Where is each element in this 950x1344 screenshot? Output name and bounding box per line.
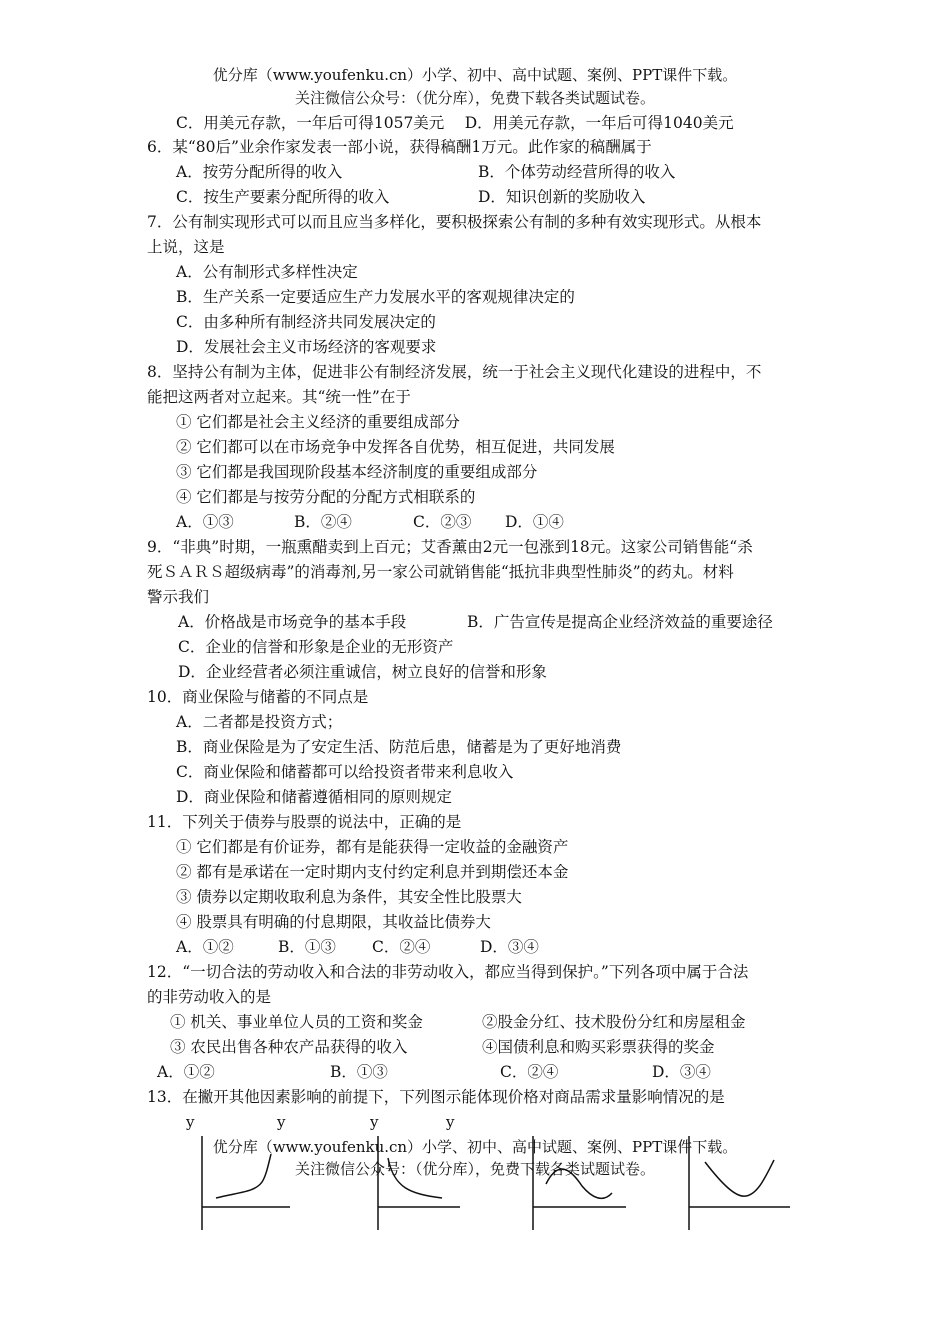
q13-stem: 13．在撇开其他因素影响的前提下，下列图示能体现价格对商品需求量影响情况的是 xyxy=(147,1088,725,1106)
q11-option-c: C．②④ xyxy=(372,938,431,956)
q12-stem-2: 的非劳动收入的是 xyxy=(147,988,272,1006)
q8-stem-1: 8．坚持公有制为主体，促进非公有制经济发展，统一于社会主义现代化建设的进程中，不 xyxy=(147,363,762,381)
q12-stem-1: 12．“一切合法的劳动收入和合法的非劳动收入，都应当得到保护。”下列各项中属于合法 xyxy=(147,963,749,981)
header-line-1: 优分库（www.youfenku.cn）小学、初中、高中试题、案例、PPT课件下载。 xyxy=(212,66,738,84)
footer-line-1: 优分库（www.youfenku.cn）小学、初中、高中试题、案例、PPT课件下载。 xyxy=(212,1138,738,1156)
q7-option-a: A．公有制形式多样性决定 xyxy=(176,263,358,281)
q6-option-d: D．知识创新的奖励收入 xyxy=(478,188,646,206)
q8-option-b: B．②④ xyxy=(294,513,352,531)
q12-option-b: B．①③ xyxy=(330,1063,388,1081)
q11-option-b: B．①③ xyxy=(278,938,336,956)
q10-option-a: A．二者都是投资方式； xyxy=(176,713,343,731)
q11-option-d: D．③④ xyxy=(480,938,539,956)
q12-option-c: C．②④ xyxy=(500,1063,559,1081)
q12-option-a: A．①② xyxy=(157,1063,215,1081)
footer-line-2: 关注微信公众号：（优分库），免费下载各类试题试卷。 xyxy=(294,1160,655,1178)
q11-statement-3: ③ 债券以定期收取利息为条件，其安全性比股票大 xyxy=(176,888,522,906)
q9-option-d: D．企业经营者必须注重诚信，树立良好的信誉和形象 xyxy=(178,663,547,681)
graph-3-y-label: y xyxy=(370,1113,379,1131)
q11-stem: 11．下列关于债券与股票的说法中，正确的是 xyxy=(147,813,462,831)
q11-statement-1: ① 它们都是有价证券，都有是能获得一定收益的金融资产 xyxy=(176,838,569,856)
q9-stem-1: 9．“非典”时期，一瓶熏醋卖到上百元；艾香薰由2元一包涨到18元。这家公司销售能“杀 xyxy=(147,538,753,556)
q8-option-a: A．①③ xyxy=(176,513,234,531)
q11-option-a: A．①② xyxy=(176,938,234,956)
q9-option-c: C．企业的信誉和形象是企业的无形资产 xyxy=(178,638,454,656)
q9-stem-3: 警示我们 xyxy=(147,588,210,606)
q8-stem-2: 能把这两者对立起来。其“统一性”在于 xyxy=(147,388,411,406)
graph-2-y-label: y xyxy=(277,1113,286,1131)
q7-option-d: D．发展社会主义市场经济的客观要求 xyxy=(176,338,437,356)
q6-option-a: A．按劳分配所得的收入 xyxy=(176,163,343,181)
q8-option-c: C．②③ xyxy=(413,513,472,531)
q8-option-d: D．①④ xyxy=(505,513,564,531)
header-line-2: 关注微信公众号：（优分库），免费下载各类试题试卷。 xyxy=(294,89,655,107)
q12-statement-1: ① 机关、事业单位人员的工资和奖金 xyxy=(170,1013,423,1031)
q8-statement-4: ④ 它们都是与按劳分配的分配方式相联系的 xyxy=(176,488,476,506)
graph-4-y-label: y xyxy=(446,1113,455,1131)
q9-option-b: B．广告宣传是提高企业经济效益的重要途径 xyxy=(467,613,773,631)
q12-statement-3: ③ 农民出售各种农产品获得的收入 xyxy=(170,1038,408,1056)
q8-statement-3: ③ 它们都是我国现阶段基本经济制度的重要组成部分 xyxy=(176,463,538,481)
q11-statement-4: ④ 股票具有明确的付息期限，其收益比债券大 xyxy=(176,913,491,931)
q12-statement-4: ④国债利息和购买彩票获得的奖金 xyxy=(482,1038,715,1056)
q9-option-a: A．价格战是市场竞争的基本手段 xyxy=(178,613,407,631)
q11-statement-2: ② 都有是承诺在一定时期内支付约定利息并到期偿还本金 xyxy=(176,863,569,881)
q7-stem-1: 7．公有制实现形式可以而且应当多样化，要积极探索公有制的多种有效实现形式。从根本 xyxy=(147,213,762,231)
q10-stem: 10．商业保险与储蓄的不同点是 xyxy=(147,688,369,706)
q12-option-d: D．③④ xyxy=(652,1063,711,1081)
q12-statement-2: ②股金分红、技术股份分红和房屋租金 xyxy=(482,1013,746,1031)
q10-option-c: C．商业保险和储蓄都可以给投资者带来利息收入 xyxy=(176,763,514,781)
q10-option-b: B．商业保险是为了安定生活、防范后患，储蓄是为了更好地消费 xyxy=(176,738,622,756)
q6-option-b: B．个体劳动经营所得的收入 xyxy=(478,163,676,181)
q8-statement-1: ① 它们都是社会主义经济的重要组成部分 xyxy=(176,413,460,431)
q6-option-c: C．按生产要素分配所得的收入 xyxy=(176,188,390,206)
q6-stem: 6．某“80后”业余作家发表一部小说，获得稿酬1万元。此作家的稿酬属于 xyxy=(147,138,652,156)
q8-statement-2: ② 它们都可以在市场竞争中发挥各自优势，相互促进，共同发展 xyxy=(176,438,615,456)
q7-option-c: C．由多种所有制经济共同发展决定的 xyxy=(176,313,436,331)
q7-stem-2: 上说，这是 xyxy=(147,238,225,256)
graph-1-y-label: y xyxy=(186,1113,195,1131)
q10-option-d: D．商业保险和储蓄遵循相同的原则规定 xyxy=(176,788,452,806)
q9-stem-2: 死ＳＡＲＳ超级病毒”的消毒剂,另一家公司就销售能“抵抗非典型性肺炎”的药丸。材料 xyxy=(147,563,734,581)
q7-option-b: B．生产关系一定要适应生产力发展水平的客观规律决定的 xyxy=(176,288,575,306)
q5-options-cd: C．用美元存款，一年后可得1057美元 D．用美元存款，一年后可得1040美元 xyxy=(176,114,734,132)
